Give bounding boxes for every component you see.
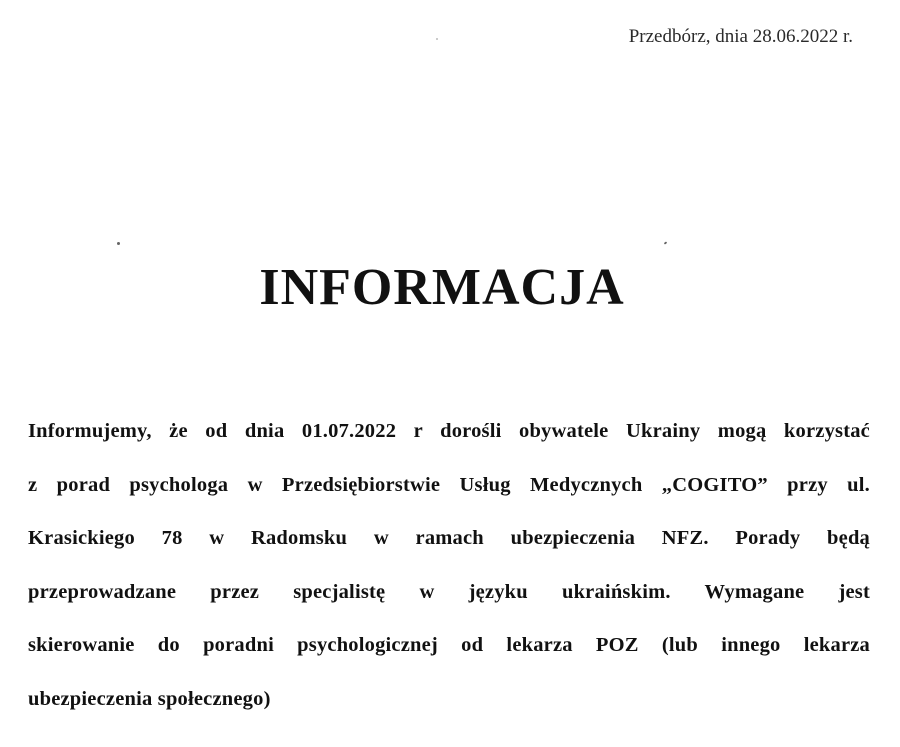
document-title: INFORMACJA bbox=[259, 259, 625, 316]
place-and-date: Przedbórz, dnia 28.06.2022 r. bbox=[628, 26, 853, 47]
scan-speck bbox=[117, 242, 120, 245]
body-line: ubezpieczenia społecznego) bbox=[28, 687, 271, 710]
body-line: skierowanie do poradni psychologicznej od lekarza POZ (lub innego lekarza bbox=[28, 634, 870, 656]
body-line: Krasickiego 78 w Radomsku w ramach ubezpieczenia NFZ. Porady będą bbox=[28, 527, 870, 549]
scan-speck bbox=[664, 241, 668, 244]
announcement-body bbox=[28, 405, 870, 726]
scan-speck bbox=[436, 38, 438, 40]
body-line: Informujemy, że od dnia 01.07.2022 r dorośli obywatele Ukrainy mogą korzystać bbox=[28, 420, 870, 442]
body-line: przeprowadzane przez specjalistę w języku ukraińskim. Wymagane jest bbox=[28, 580, 870, 603]
body-line: z porad psychologa w Przedsiębiorstwie Usług Medycznych „COGITO” przy ul. bbox=[28, 473, 870, 496]
